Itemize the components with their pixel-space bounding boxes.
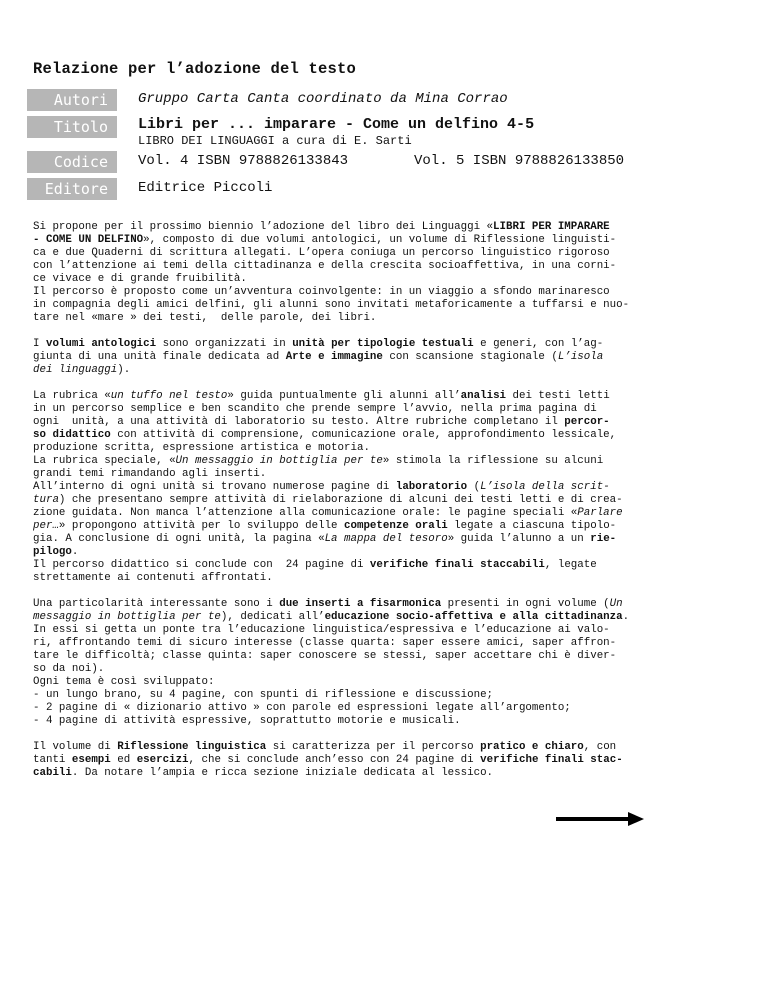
text-run: produzione scritta, espressione artistica e motoria. [33,442,370,454]
text-run: ce vivace e di grande fruibilità. [33,273,247,285]
text-line [33,416,658,429]
bold-text: volumi antologici [45,338,157,350]
autori-value: Gruppo Carta Canta coordinato da Mina Corrao [138,91,508,107]
italic-text: Parlare [577,507,623,519]
text-line [33,442,658,455]
italic-text: dei linguaggi [33,364,118,376]
text-line [33,234,658,247]
text-run: . [622,611,630,623]
titolo-value: Libri per ... imparare - Come un delfino 4-5 [138,116,535,133]
bold-text: so didattico [33,429,111,441]
bold-text: - COME UN DELFINO [33,234,144,246]
text-run: zione guidata. Non manca l’attenzione alla comunicazione orale: le pagine speciali « [33,507,578,519]
text-line [33,611,658,624]
text-run: con attività di comprensione, comunicazione orale, approfondimento lessicale, [110,429,617,441]
text-line [33,273,658,286]
editore-value: Editrice Piccoli [138,180,273,196]
bold-text: due inserti a fisarmonica [279,598,442,610]
text-line [33,637,658,650]
text-line [33,507,658,520]
bold-text: cabili [33,767,72,779]
text-run: so da noi). [33,663,105,675]
text-run: sono organizzati in [156,338,293,350]
text-run: ri, affrontando temi di sicuro interesse (classe quarta: saper essere amici, saper affron- [33,637,617,649]
codice-label: Codice [27,151,117,173]
bold-text: LIBRI PER IMPARARE [493,221,610,233]
italic-text: Un [609,598,623,610]
italic-text: L’isola della scrit- [480,481,610,493]
text-run: , con [583,741,617,753]
bold-text: unità per tipologie testuali [292,338,474,350]
body-text [33,221,658,793]
text-line [33,312,658,325]
bold-text: pratico e chiaro [480,741,584,753]
text-run: dei testi letti [506,390,610,402]
text-line [33,546,658,559]
text-line [33,364,658,377]
text-run: tare nel «mare » dei testi, delle parole, dei libri. [33,312,377,324]
bold-text: Arte e immagine [285,351,383,363]
text-line [33,455,658,468]
text-run: in compagnia degli amici delfini, gli alunni sono invitati metaforicamente a tuffarsi e nuo- [33,299,630,311]
paragraph [33,390,658,585]
bold-text: percor- [564,416,610,428]
text-line [33,299,658,312]
paragraph [33,598,658,728]
text-line [33,286,658,299]
text-line [33,494,658,507]
text-run: . Da notare l’ampia e ricca sezione iniziale dedicata al lessico. [71,767,494,779]
bold-text: rie- [590,533,617,545]
text-run: presenti in ogni volume ( [441,598,610,610]
text-run: » guida l’alunno a un [447,533,591,545]
text-line [33,247,658,260]
text-line [33,468,658,481]
text-run: ) che presentano sempre attività di rielaborazione di alcuni dei testi letti e di crea- [58,494,623,506]
text-run: Il percorso è proposto come un’avventura coinvolgente: in un viaggio a sfondo marinaresco [33,286,610,298]
italic-text: L’isola [557,351,604,363]
text-run: e generi, con l’ag- [473,338,604,350]
italic-text: La mappa del tesoro [324,533,448,545]
text-line [33,351,658,364]
text-line [33,481,658,494]
text-run: grandi temi rimandando agli inserti. [33,468,267,480]
text-run: ), dedicati all’ [220,611,325,623]
italic-text: Un messaggio in bottiglia per te [175,455,383,467]
bold-text: competenze orali [344,520,448,532]
titolo-label: Titolo [27,116,117,138]
text-run: gia. A conclusione di ogni unità, la pagina « [33,533,325,545]
text-run: All’interno di ogni unità si trovano numerose pagine di [33,481,396,493]
bold-text: analisi [460,390,507,402]
text-line [33,741,658,754]
bold-text: laboratorio [395,481,468,493]
text-run: con scansione stagionale ( [382,351,558,363]
text-run: , legate [544,559,597,571]
text-line [33,715,658,728]
autori-label: Autori [27,89,117,111]
text-run: Il volume di [33,741,118,753]
text-run: Si propone per il prossimo biennio l’adozione del libro dei Linguaggi « [33,221,494,233]
text-run: - 2 pagine di « dizionario attivo » con parole ed espressioni legate all’argomento; [33,702,571,714]
bold-text: esempi [71,754,111,766]
text-line [33,650,658,663]
text-run: », composto di due volumi antologici, un volume di Riflessione linguisti- [143,234,617,246]
text-run: ca e due Quaderni di scrittura allegati. L’opera coniuga un percorso linguistico rigoroso [33,247,610,259]
text-run: legate a ciascuna tipolo- [447,520,617,532]
bold-text: esercizi [136,754,189,766]
page-title: Relazione per l’adozione del testo [33,60,357,78]
text-run: in un percorso semplice e ben scandito che prende sempre l’avvio, nella prima pagina di [33,403,597,415]
bold-text: educazione socio-affettiva e alla cittadinanza [324,611,623,623]
bold-text: pilogo [33,546,72,558]
text-line [33,598,658,611]
text-run: La rubrica « [33,390,111,402]
text-run: strettamente ai contenuti affrontati. [33,572,273,584]
text-line [33,403,658,416]
paragraph [33,221,658,325]
text-run: giunta di una unità finale dedicata ad [33,351,286,363]
text-line [33,689,658,702]
text-run: tare le difficoltà; classe quinta: saper conoscere se stessi, saper accettare chi è diver- [33,650,617,662]
text-run: tanti [33,754,72,766]
text-run: ( [467,481,481,493]
italic-text: per… [33,520,59,532]
text-run: » propongono attività per lo sviluppo delle [58,520,345,532]
text-line [33,663,658,676]
paragraph [33,741,658,780]
text-run: Una particolarità interessante sono i [33,598,280,610]
text-run: - 4 pagine di attività espressive, soprattutto motorie e musicali. [33,715,461,727]
titolo-subtitle: LIBRO DEI LINGUAGGI a cura di E. Sarti [138,134,412,148]
text-line [33,572,658,585]
text-line [33,533,658,546]
bold-text: verifiche finali stac- [480,754,623,766]
text-run: ). [117,364,131,376]
text-run: si caratterizza per il percorso [266,741,481,753]
italic-text: tura [33,494,59,506]
text-run: » stimola la riflessione su alcuni [382,455,604,467]
codice-vol5: Vol. 5 ISBN 9788826133850 [414,153,625,169]
text-line [33,429,658,442]
text-run: La rubrica speciale, « [33,455,176,467]
text-run: ogni unità, a una attività di laboratorio su testo. Altre rubriche completano il [33,416,565,428]
bold-text: Riflessione linguistica [117,741,267,753]
editore-label: Editore [27,178,117,200]
text-line [33,702,658,715]
text-run: ed [110,754,137,766]
text-line [33,624,658,637]
text-run: Ogni tema è così sviluppato: [33,676,215,688]
text-line [33,520,658,533]
text-line [33,676,658,689]
paragraph [33,338,658,377]
codice-vol4: Vol. 4 ISBN 9788826133843 [138,153,349,169]
bold-text: verifiche finali staccabili [369,559,545,571]
text-line [33,767,658,780]
text-run: con l’attenzione ai temi della cittadinanza e della crescita socioaffettiva, in una corni- [33,260,617,272]
text-run: . [71,546,79,558]
text-run: » guida puntualmente gli alunni all’ [227,390,461,402]
text-line [33,338,658,351]
italic-text: messaggio in bottiglia per te [33,611,221,623]
text-line [33,754,658,767]
text-run: - un lungo brano, su 4 pagine, con spunti di riflessione e discussione; [33,689,494,701]
text-run: In essi si getta un ponte tra l’educazione linguistica/espressiva e l’educazione ai valo- [33,624,610,636]
italic-text: un tuffo nel testo [110,390,228,402]
text-line [33,221,658,234]
text-run: I [33,338,46,350]
text-line [33,559,658,572]
text-run: Il percorso didattico si conclude con 24 pagine di [33,559,370,571]
text-line [33,390,658,403]
right-arrow-icon [556,812,646,826]
text-line [33,260,658,273]
text-run: , che si conclude anch’esso con 24 pagine di [188,754,481,766]
